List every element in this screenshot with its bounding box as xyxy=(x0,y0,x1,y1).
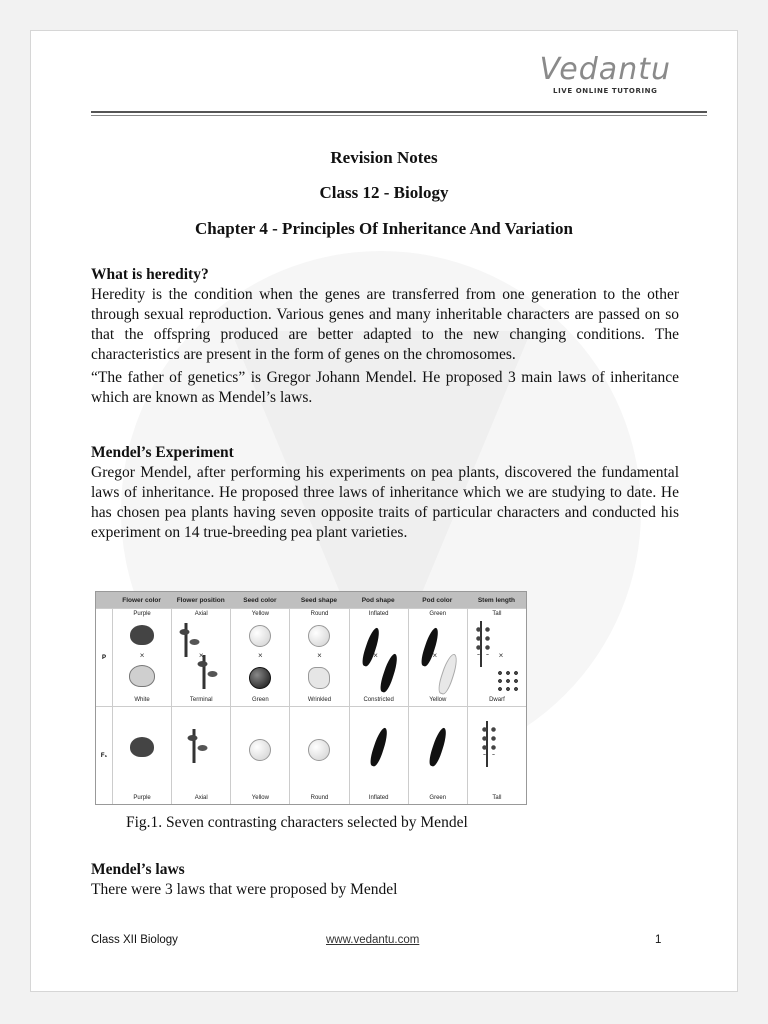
header-rule xyxy=(91,111,707,113)
figure-cell xyxy=(349,608,408,706)
trait-label: Tall xyxy=(492,611,502,617)
title-revision-notes: Revision Notes xyxy=(330,148,438,167)
axial-flower-icon xyxy=(193,729,210,763)
trait-label: Wrinkled xyxy=(307,697,332,703)
paragraph-heredity: Heredity is the condition when the genes are transferred from one generation to the other through sexual reproduction. Various genes and many inheritable characters are passed on so that the offspring produced are better adapted to the new changing conditions. The characteristics are present in the form of genes on the chromosomes. xyxy=(91,286,679,363)
purple-flower-icon xyxy=(130,737,154,757)
trait-label: Round xyxy=(310,611,329,617)
trait-label: Yellow xyxy=(251,795,269,801)
document-page xyxy=(30,30,738,992)
figure-cell xyxy=(289,608,348,706)
section-mendel-experiment xyxy=(91,443,679,543)
logo-wordmark: Vedantu xyxy=(539,52,671,87)
cross-icon: × xyxy=(373,651,378,660)
trait-label: Axial xyxy=(194,795,208,801)
figure-header: Flower color xyxy=(112,592,171,608)
trait-label: Yellow xyxy=(251,611,269,617)
trait-label: Terminal xyxy=(189,697,213,703)
heading-heredity: What is heredity? xyxy=(91,266,209,283)
trait-label: Tall xyxy=(492,795,502,801)
figure-cell xyxy=(112,706,171,804)
title-class: Class 12 - Biology xyxy=(319,183,449,202)
figure-cell xyxy=(171,706,230,804)
figure-cell xyxy=(230,706,289,804)
trait-label: Constricted xyxy=(363,697,394,703)
figure-cell xyxy=(112,608,171,706)
figure-header: Seed color xyxy=(230,592,289,608)
footer-website-link[interactable]: www.vedantu.com xyxy=(326,934,420,946)
paragraph-mendel-experiment: Gregor Mendel, after performing his experiments on pea plants, discovered the fundamental laws of inheritance. He proposed three laws of inheritance which we are studying to date. He has chosen pea plants having seven opposite traits of particular characters and conducted his experiment on 14 true-breeding pea plant varieties. xyxy=(91,464,679,541)
tall-stem-icon xyxy=(480,621,502,667)
row-label-f1: F₁ xyxy=(96,706,112,804)
trait-label: Inflated xyxy=(368,795,389,801)
tall-stem-icon xyxy=(486,721,508,767)
title-chapter: Chapter 4 - Principles Of Inheritance And Variation xyxy=(195,219,573,238)
trait-label: Green xyxy=(429,611,447,617)
round-seed-icon xyxy=(308,739,330,761)
figure-cell xyxy=(467,706,526,804)
section-heredity xyxy=(91,265,679,408)
heading-mendel-experiment: Mendel’s Experiment xyxy=(91,444,234,461)
trait-label: Axial xyxy=(194,611,208,617)
trait-label: Purple xyxy=(133,611,151,617)
footer-page-number: 1 xyxy=(655,934,662,946)
logo-tagline: LIVE ONLINE TUTORING xyxy=(553,87,658,95)
figure-cell xyxy=(171,608,230,706)
green-pod-icon xyxy=(427,726,449,767)
cross-icon: × xyxy=(432,651,438,660)
trait-label: Inflated xyxy=(368,611,389,617)
terminal-flower-icon xyxy=(203,655,220,689)
green-seed-icon xyxy=(249,667,271,689)
cross-icon: × xyxy=(317,651,322,660)
trait-label: Purple xyxy=(133,795,151,801)
figure-cell xyxy=(289,706,348,804)
figure-cell xyxy=(349,706,408,804)
green-pod-icon xyxy=(419,626,441,667)
figure-caption: Fig.1. Seven contrasting characters selected by Mendel xyxy=(126,814,468,831)
paragraph-father-genetics: “The father of genetics” is Gregor Johann Mendel. He proposed 3 main laws of inheritance which are known as Mendel’s laws. xyxy=(91,369,679,406)
cross-icon: × xyxy=(258,651,263,660)
figure-header: Flower position xyxy=(171,592,230,608)
cross-icon: × xyxy=(139,651,145,660)
wrinkled-seed-icon xyxy=(308,667,330,689)
trait-label: White xyxy=(134,697,150,703)
section-mendel-laws xyxy=(91,860,679,900)
mendel-traits-figure xyxy=(95,591,527,805)
inflated-pod-icon xyxy=(368,726,390,767)
trait-label: Round xyxy=(310,795,329,801)
white-flower-icon xyxy=(129,665,155,687)
yellow-seed-icon xyxy=(249,739,271,761)
figure-cell xyxy=(408,608,467,706)
footer-left: Class XII Biology xyxy=(91,934,178,946)
figure-header: Pod shape xyxy=(349,592,408,608)
purple-flower-icon xyxy=(130,625,154,645)
figure-header: Seed shape xyxy=(289,592,348,608)
trait-label: Green xyxy=(252,697,269,703)
figure-header: Stem length xyxy=(467,592,526,608)
figure-cell xyxy=(408,706,467,804)
paragraph-mendel-laws: There were 3 laws that were proposed by Mendel xyxy=(91,881,398,898)
cross-icon: × xyxy=(498,651,504,660)
yellow-seed-icon xyxy=(249,625,271,647)
figure-cell xyxy=(467,608,526,706)
trait-label: Yellow xyxy=(429,697,447,703)
vedantu-logo xyxy=(540,53,671,95)
dwarf-stem-icon xyxy=(496,669,518,691)
figure-header: Pod color xyxy=(408,592,467,608)
heading-mendel-laws: Mendel’s laws xyxy=(91,861,185,878)
cross-icon: × xyxy=(198,651,204,660)
trait-label: Green xyxy=(429,795,447,801)
round-seed-icon xyxy=(308,625,330,647)
trait-label: Dwarf xyxy=(489,697,505,703)
inflated-pod-icon xyxy=(360,626,382,667)
header-rule-thin xyxy=(91,115,707,116)
row-label-p: P xyxy=(96,608,112,706)
figure-cell xyxy=(230,608,289,706)
